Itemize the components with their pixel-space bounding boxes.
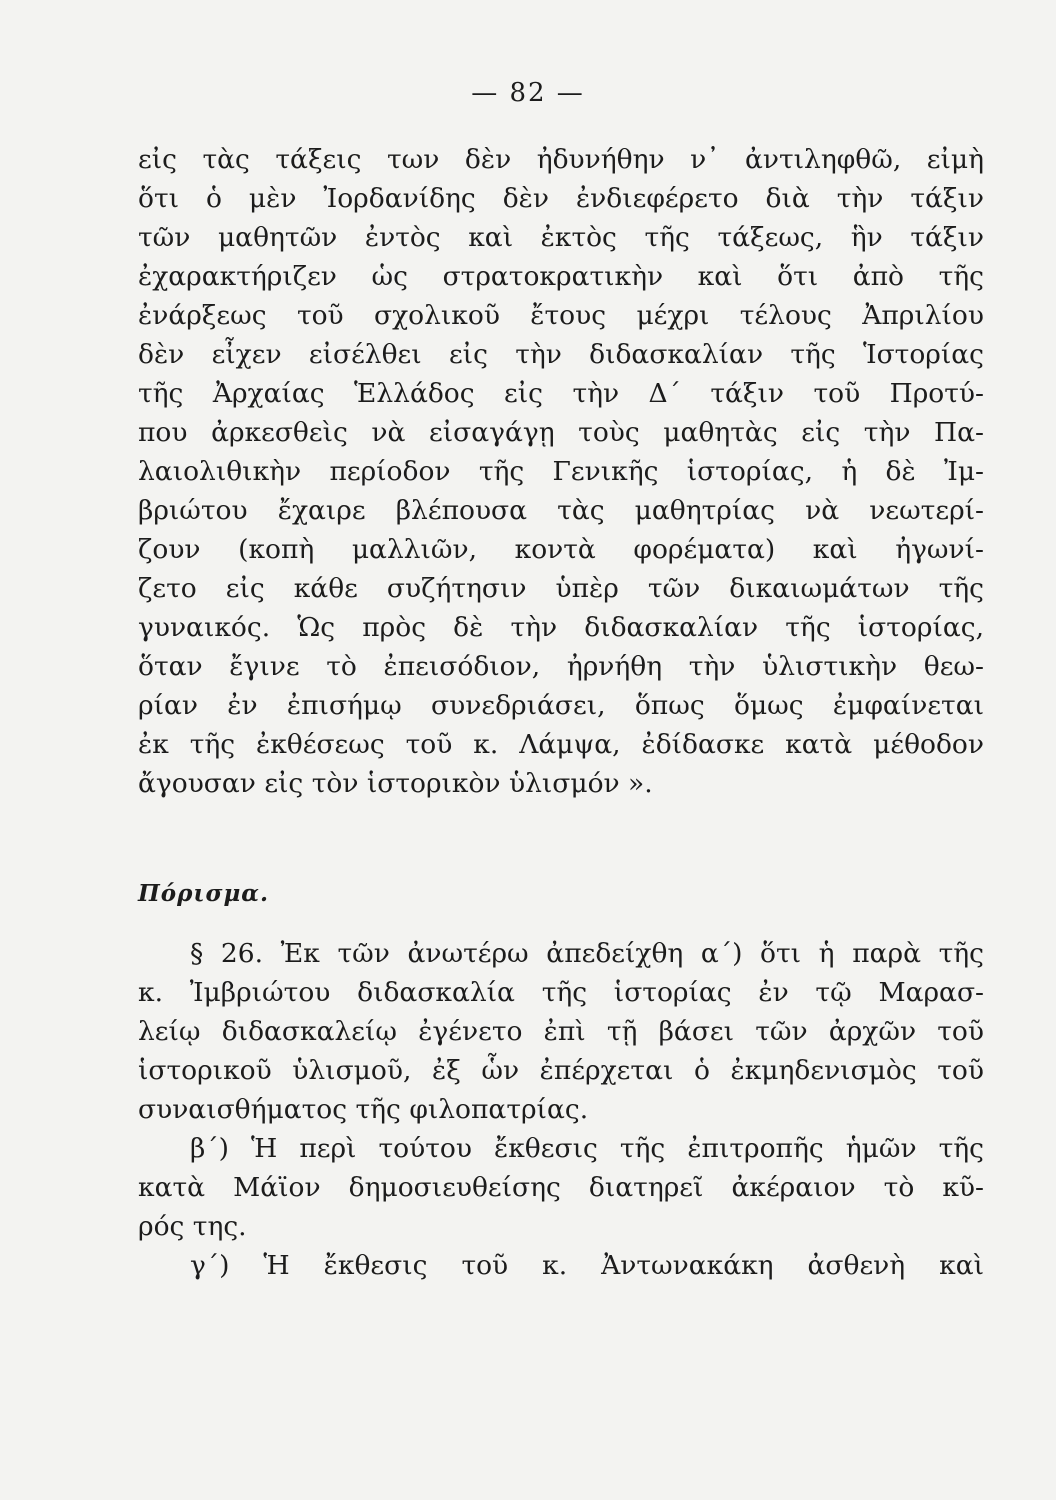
text-line: γ΄) Ἡ ἔκθεσις τοῦ κ. Ἀντωνακάκη ἀσθενὴ καὶ (190, 1250, 984, 1281)
text-line: ζετο εἰς κάθε συζήτησιν ὑπὲρ τῶν δικαιωμάτων τῆς (138, 573, 984, 604)
text-line: ἐχαρακτήριζεν ὡς στρατοκρατικὴν καὶ ὅτι ἀπὸ τῆς (138, 261, 984, 292)
text-line: ὅταν ἔγινε τὸ ἐπεισόδιον, ἠρνήθη τὴν ὑλιστικὴν θεω- (138, 651, 984, 682)
page-number: — 82 — (471, 78, 585, 108)
text-line: β΄) Ἡ περὶ τούτου ἔκθεσις τῆς ἐπιτροπῆς ἡμῶν τῆς (190, 1133, 984, 1164)
section-heading: Πόρισμα. (138, 880, 269, 907)
paragraph-2 (138, 934, 984, 1285)
text-line: ὅτι ὁ μὲν Ἰορδανίδης δὲν ἐνδιεφέρετο διὰ τὴν τάξιν (138, 183, 984, 214)
text-line: ἐνάρξεως τοῦ σχολικοῦ ἔτους μέχρι τέλους Ἀπριλίου (138, 300, 984, 331)
paragraph-1 (138, 140, 984, 803)
text-line: που ἀρκεσθεὶς νὰ εἰσαγάγῃ τοὺς μαθητὰς εἰς τὴν Πα- (138, 417, 984, 448)
text-line: § 26. Ἐκ τῶν ἀνωτέρω ἀπεδείχθη α΄) ὅτι ἡ παρὰ τῆς (190, 938, 984, 969)
text-line: λαιολιθικὴν περίοδον τῆς Γενικῆς ἱστορίας, ἡ δὲ Ἰμ- (138, 456, 984, 487)
text-line: τῆς Ἀρχαίας Ἑλλάδος εἰς τὴν Δ΄ τάξιν τοῦ Προτύ- (138, 378, 984, 409)
text-line: εἰς τὰς τάξεις των δὲν ἠδυνήθην ν᾽ ἀντιληφθῶ, εἰμὴ (138, 144, 984, 175)
text-line: δὲν εἶχεν εἰσέλθει εἰς τὴν διδασκαλίαν τῆς Ἱστορίας (138, 339, 984, 370)
text-line: κατὰ Μάϊον δημοσιευθείσης διατηρεῖ ἀκέραιον τὸ κῦ- (138, 1172, 984, 1203)
text-line: λείῳ διδασκαλείῳ ἐγένετο ἐπὶ τῇ βάσει τῶν ἀρχῶν τοῦ (138, 1016, 984, 1047)
text-line: τῶν μαθητῶν ἐντὸς καὶ ἐκτὸς τῆς τάξεως, ἣν τάξιν (138, 222, 984, 253)
text-line: ἐκ τῆς ἐκθέσεως τοῦ κ. Λάμψα, ἐδίδασκε κατὰ μέθοδον (138, 729, 984, 760)
text-line: ἱστορικοῦ ὑλισμοῦ, ἐξ ὧν ἐπέρχεται ὁ ἐκμηδενισμὸς τοῦ (138, 1055, 984, 1086)
text-line: γυναικός. Ὡς πρὸς δὲ τὴν διδασκαλίαν τῆς ἱστορίας, (138, 612, 984, 643)
text-line: ρός της. (138, 1211, 247, 1242)
text-line: κ. Ἰμβριώτου διδασκαλία τῆς ἱστορίας ἐν τῷ Μαρασ- (138, 977, 984, 1008)
text-line: συναισθήματος τῆς φιλοπατρίας. (138, 1094, 589, 1125)
text-line: ζουν (κοπὴ μαλλιῶν, κοντὰ φορέματα) καὶ ἠγωνί- (138, 534, 984, 565)
text-line: ἄγουσαν εἰς τὸν ἱστορικὸν ὑλισμόν ». (138, 768, 653, 799)
text-line: ρίαν ἐν ἐπισήμῳ συνεδριάσει, ὅπως ὅμως ἐμφαίνεται (138, 690, 984, 721)
text-line: βριώτου ἔχαιρε βλέπουσα τὰς μαθητρίας νὰ νεωτερί- (138, 495, 984, 526)
